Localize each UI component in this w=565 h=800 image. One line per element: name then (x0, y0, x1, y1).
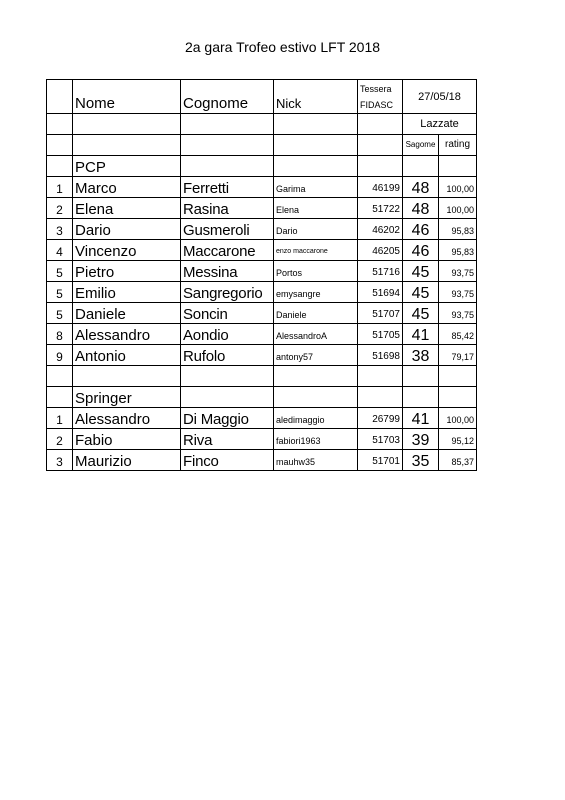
page-title: 2a gara Trofeo estivo LFT 2018 (184, 39, 381, 55)
rating-cell: 100,00 (439, 177, 477, 198)
card-number-cell: 26799 (358, 408, 403, 429)
header-targets: Sagome (403, 135, 439, 156)
empty-cell (358, 387, 403, 408)
score-cell: 45 (403, 303, 439, 324)
rating-cell: 100,00 (439, 408, 477, 429)
card-number-cell: 51705 (358, 324, 403, 345)
header-pos-cell (47, 80, 73, 114)
score-cell: 38 (403, 345, 439, 366)
name-cell: Dario (73, 219, 181, 240)
position-cell: 8 (47, 324, 73, 345)
position-cell: 1 (47, 177, 73, 198)
table-row (47, 450, 477, 471)
position-cell: 3 (47, 219, 73, 240)
surname-cell: Gusmeroli (181, 219, 274, 240)
score-cell: 48 (403, 177, 439, 198)
surname-cell: Aondio (181, 324, 274, 345)
position-cell: 9 (47, 345, 73, 366)
empty-cell (358, 366, 403, 387)
empty-cell (403, 387, 439, 408)
empty-cell (47, 366, 73, 387)
empty-cell (403, 156, 439, 177)
empty-cell (403, 366, 439, 387)
surname-cell: Rasina (181, 198, 274, 219)
name-cell: Emilio (73, 282, 181, 303)
nick-cell: Garima (274, 177, 358, 198)
empty-cell (439, 366, 477, 387)
name-cell: Elena (73, 198, 181, 219)
rating-cell: 95,12 (439, 429, 477, 450)
card-number-cell: 51698 (358, 345, 403, 366)
empty-cell (439, 387, 477, 408)
score-cell: 45 (403, 282, 439, 303)
surname-cell: Maccarone (181, 240, 274, 261)
name-cell: Alessandro (73, 408, 181, 429)
name-cell: Maurizio (73, 450, 181, 471)
nick-cell: mauhw35 (274, 450, 358, 471)
card-number-cell: 46199 (358, 177, 403, 198)
surname-cell: Finco (181, 450, 274, 471)
name-cell: Alessandro (73, 324, 181, 345)
rating-cell: 100,00 (439, 198, 477, 219)
rating-cell: 93,75 (439, 282, 477, 303)
table-row (47, 240, 477, 261)
name-cell: Fabio (73, 429, 181, 450)
empty-cell (274, 114, 358, 135)
empty-cell (274, 387, 358, 408)
nick-cell: Elena (274, 198, 358, 219)
position-cell: 2 (47, 429, 73, 450)
nick-cell: Daniele (274, 303, 358, 324)
table-row (47, 261, 477, 282)
empty-cell (181, 387, 274, 408)
table-row (47, 345, 477, 366)
table-row (47, 303, 477, 324)
empty-cell (47, 387, 73, 408)
section-row (47, 156, 477, 177)
position-cell: 5 (47, 261, 73, 282)
section-label: PCP (73, 156, 181, 177)
score-cell: 46 (403, 219, 439, 240)
header-surname: Cognome (181, 80, 274, 114)
empty-cell (73, 135, 181, 156)
position-cell: 5 (47, 303, 73, 324)
table-row (47, 408, 477, 429)
name-cell: Vincenzo (73, 240, 181, 261)
name-cell: Antonio (73, 345, 181, 366)
name-cell: Pietro (73, 261, 181, 282)
nick-cell: Dario (274, 219, 358, 240)
subheader-row (47, 135, 477, 156)
surname-cell: Di Maggio (181, 408, 274, 429)
section-row (47, 387, 477, 408)
position-cell: 4 (47, 240, 73, 261)
surname-cell: Messina (181, 261, 274, 282)
empty-cell (358, 156, 403, 177)
spacer-row (47, 366, 477, 387)
empty-cell (73, 114, 181, 135)
empty-cell (274, 135, 358, 156)
section-label: Springer (73, 387, 181, 408)
header-date: 27/05/18 (403, 80, 477, 114)
rating-cell: 95,83 (439, 219, 477, 240)
rating-cell: 85,42 (439, 324, 477, 345)
score-cell: 45 (403, 261, 439, 282)
score-cell: 46 (403, 240, 439, 261)
empty-cell (47, 156, 73, 177)
rating-cell: 85,37 (439, 450, 477, 471)
results-table (46, 79, 477, 471)
card-number-cell: 51701 (358, 450, 403, 471)
header-name: Nome (73, 80, 181, 114)
position-cell: 2 (47, 198, 73, 219)
surname-cell: Riva (181, 429, 274, 450)
nick-cell: Portos (274, 261, 358, 282)
empty-cell (274, 156, 358, 177)
position-cell: 3 (47, 450, 73, 471)
header-location: Lazzate (403, 114, 477, 135)
rating-cell: 93,75 (439, 261, 477, 282)
empty-cell (181, 366, 274, 387)
header-row (47, 80, 477, 114)
nick-cell: fabiori1963 (274, 429, 358, 450)
nick-cell: enzo maccarone (274, 240, 358, 261)
header-nick: Nick (274, 80, 358, 114)
score-cell: 41 (403, 324, 439, 345)
card-number-cell: 46202 (358, 219, 403, 240)
empty-cell (274, 366, 358, 387)
empty-cell (439, 156, 477, 177)
surname-cell: Rufolo (181, 345, 274, 366)
card-number-cell: 51722 (358, 198, 403, 219)
empty-cell (358, 114, 403, 135)
position-cell: 5 (47, 282, 73, 303)
empty-cell (181, 156, 274, 177)
score-cell: 39 (403, 429, 439, 450)
name-cell: Marco (73, 177, 181, 198)
nick-cell: emysangre (274, 282, 358, 303)
score-cell: 35 (403, 450, 439, 471)
surname-cell: Ferretti (181, 177, 274, 198)
empty-cell (47, 135, 73, 156)
card-number-cell: 51694 (358, 282, 403, 303)
empty-cell (181, 135, 274, 156)
nick-cell: aledimaggio (274, 408, 358, 429)
table-row (47, 177, 477, 198)
table-row (47, 219, 477, 240)
empty-cell (358, 135, 403, 156)
empty-cell (181, 114, 274, 135)
table-row (47, 282, 477, 303)
empty-cell (47, 114, 73, 135)
rating-cell: 93,75 (439, 303, 477, 324)
table-row (47, 198, 477, 219)
location-row (47, 114, 477, 135)
card-number-cell: 51707 (358, 303, 403, 324)
surname-cell: Soncin (181, 303, 274, 324)
surname-cell: Sangregorio (181, 282, 274, 303)
position-cell: 1 (47, 408, 73, 429)
card-number-cell: 51703 (358, 429, 403, 450)
table-row (47, 429, 477, 450)
empty-cell (73, 366, 181, 387)
header-card: Tessera FIDASC (358, 80, 403, 114)
nick-cell: AlessandroA (274, 324, 358, 345)
nick-cell: antony57 (274, 345, 358, 366)
rating-cell: 79,17 (439, 345, 477, 366)
table-row (47, 324, 477, 345)
card-number-cell: 51716 (358, 261, 403, 282)
rating-cell: 95,83 (439, 240, 477, 261)
name-cell: Daniele (73, 303, 181, 324)
score-cell: 41 (403, 408, 439, 429)
card-number-cell: 46205 (358, 240, 403, 261)
score-cell: 48 (403, 198, 439, 219)
header-rating: rating (439, 135, 477, 156)
